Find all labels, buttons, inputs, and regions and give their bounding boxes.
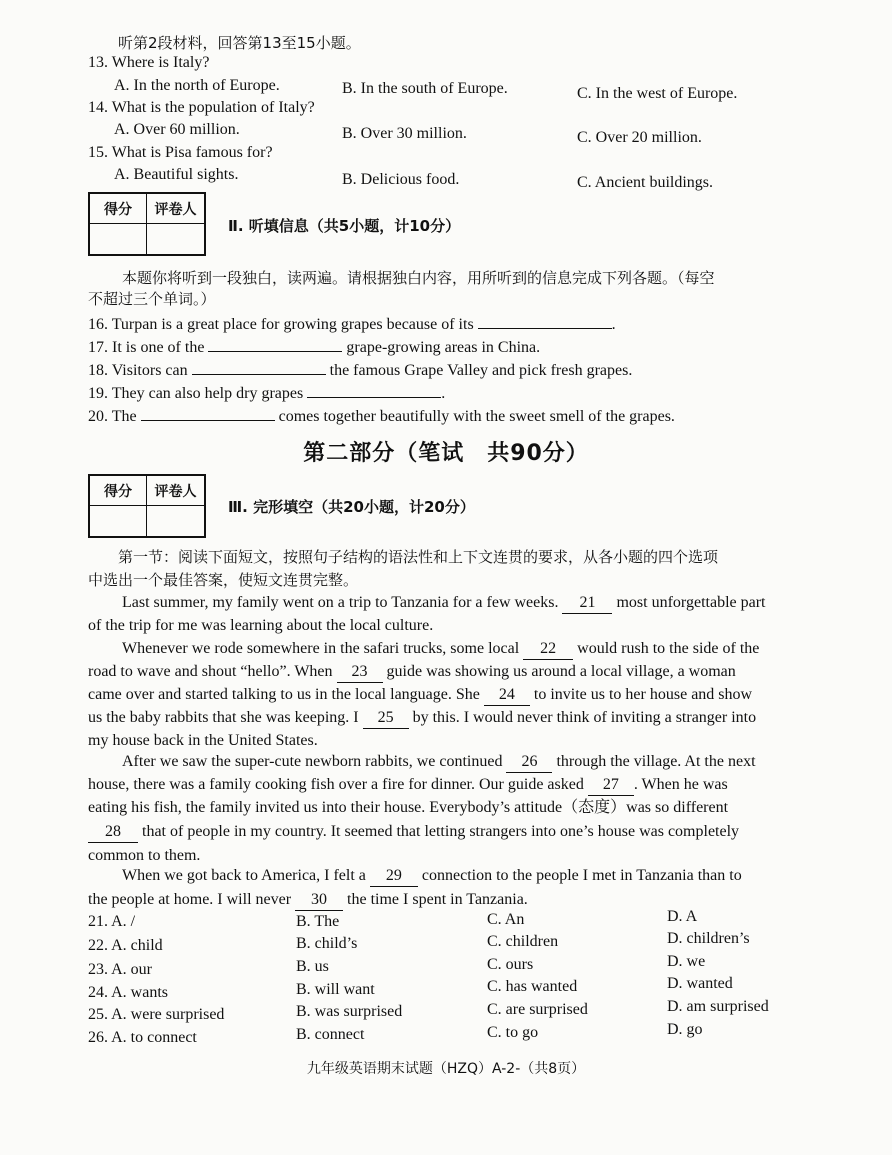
option-22-c[interactable]: C. children bbox=[487, 933, 559, 950]
passage-text: road to wave and shout “hello”. When bbox=[88, 663, 333, 680]
passage-text: guide was showing us around a local village, a woman bbox=[386, 663, 736, 680]
q15-option-a: A. Beautiful sights. bbox=[114, 166, 239, 183]
q15-stem: 15. What is Pisa famous for? bbox=[88, 144, 273, 161]
blank-25[interactable]: 25 bbox=[363, 708, 409, 729]
option-24-a[interactable]: 24. A. wants bbox=[88, 984, 168, 1001]
passage-text: Whenever we rode somewhere in the safari trucks, some local bbox=[122, 640, 520, 657]
grader-cell bbox=[147, 506, 204, 538]
q18-end: the famous Grape Valley and pick fresh grapes. bbox=[329, 362, 633, 379]
q18 bbox=[88, 358, 632, 381]
option-24-c[interactable]: C. has wanted bbox=[487, 978, 578, 995]
passage-line bbox=[122, 593, 765, 614]
option-26-d[interactable]: D. go bbox=[667, 1021, 703, 1038]
option-24-d[interactable]: D. wanted bbox=[667, 975, 733, 992]
q16 bbox=[88, 312, 616, 335]
passage-line bbox=[122, 752, 756, 773]
q14-option-c: C. Over 20 million. bbox=[577, 129, 702, 146]
passage-text: came over and started talking to us in the local language. She bbox=[88, 686, 480, 703]
passage-text: After we saw the super-cute newborn rabbits, we continued bbox=[122, 753, 503, 770]
q16-blank[interactable] bbox=[478, 312, 612, 329]
q14-option-a: A. Over 60 million. bbox=[114, 121, 240, 138]
q16-end: . bbox=[611, 316, 616, 333]
option-23-c[interactable]: C. ours bbox=[487, 956, 534, 973]
option-23-b[interactable]: B. us bbox=[296, 958, 329, 975]
grader-cell bbox=[147, 224, 204, 256]
passage-text: us the baby rabbits that she was keeping. I bbox=[88, 709, 359, 726]
q20-text: 20. The bbox=[88, 408, 137, 425]
option-26-b[interactable]: B. connect bbox=[296, 1026, 365, 1043]
passage-line bbox=[88, 662, 736, 683]
option-25-a[interactable]: 25. A. were surprised bbox=[88, 1006, 225, 1023]
section-3-instruction-cont: 中选出一个最佳答案，使短文连贯完整。 bbox=[88, 571, 359, 589]
q16-text: 16. Turpan is a great place for growing grapes because of its bbox=[88, 316, 474, 333]
blank-23[interactable]: 23 bbox=[337, 662, 383, 683]
passage-line bbox=[88, 685, 752, 706]
q17 bbox=[88, 335, 540, 358]
option-25-b[interactable]: B. was surprised bbox=[296, 1003, 403, 1020]
section-2-title: Ⅱ. 听填信息（共5小题，计10分） bbox=[228, 217, 461, 235]
q18-blank[interactable] bbox=[192, 358, 326, 375]
listening-intro: 听第2段材料，回答第13至15小题。 bbox=[118, 34, 361, 52]
blank-27[interactable]: 27 bbox=[588, 775, 634, 796]
q19 bbox=[88, 381, 445, 404]
blank-26[interactable]: 26 bbox=[506, 752, 552, 773]
passage-line bbox=[88, 890, 528, 911]
passage-line: my house back in the United States. bbox=[88, 732, 318, 749]
option-21-a[interactable]: 21. A. / bbox=[88, 913, 136, 930]
part-two-title: 第二部分（笔试 共90分） bbox=[303, 441, 589, 466]
option-22-d[interactable]: D. children’s bbox=[667, 930, 750, 947]
q20-end: comes together beautifully with the sweet smell of the grapes. bbox=[278, 408, 675, 425]
section-3-instruction: 第一节：阅读下面短文，按照句子结构的语法性和上下文连贯的要求，从各小题的四个选项 bbox=[118, 548, 719, 566]
option-22-b[interactable]: B. child’s bbox=[296, 935, 358, 952]
score-cell bbox=[90, 506, 147, 538]
option-23-d[interactable]: D. we bbox=[667, 953, 706, 970]
q14-option-b: B. Over 30 million. bbox=[342, 125, 467, 142]
option-24-b[interactable]: B. will want bbox=[296, 981, 375, 998]
passage-text: would rush to the side of the bbox=[577, 640, 760, 657]
passage-line bbox=[122, 866, 742, 887]
blank-21[interactable]: 21 bbox=[562, 593, 612, 614]
blank-24[interactable]: 24 bbox=[484, 685, 530, 706]
passage-text: connection to the people I met in Tanzania than to bbox=[421, 867, 742, 884]
passage-text: through the village. At the next bbox=[556, 753, 756, 770]
q15-option-b: B. Delicious food. bbox=[342, 171, 460, 188]
passage-text: . When he was bbox=[633, 776, 728, 793]
score-label: 得分 bbox=[90, 194, 147, 224]
option-26-c[interactable]: C. to go bbox=[487, 1024, 539, 1041]
option-21-c[interactable]: C. An bbox=[487, 911, 525, 928]
option-22-a[interactable]: 22. A. child bbox=[88, 937, 163, 954]
score-label: 得分 bbox=[90, 476, 147, 506]
q18-text: 18. Visitors can bbox=[88, 362, 188, 379]
passage-text: to invite us to her house and show bbox=[533, 686, 753, 703]
q17-blank[interactable] bbox=[208, 335, 342, 352]
option-25-c[interactable]: C. are surprised bbox=[487, 1001, 588, 1018]
q13-option-a: A. In the north of Europe. bbox=[114, 77, 280, 94]
q13-option-c: C. In the west of Europe. bbox=[577, 85, 738, 102]
passage-text: that of people in my country. It seemed that letting strangers into one’s house was completely bbox=[142, 823, 740, 840]
passage-line bbox=[122, 639, 759, 660]
passage-text: the people at home. I will never bbox=[88, 891, 292, 908]
section-3-title: Ⅲ. 完形填空（共20小题，计20分） bbox=[228, 498, 475, 516]
q14-stem: 14. What is the population of Italy? bbox=[88, 99, 315, 116]
q13-option-b: B. In the south of Europe. bbox=[342, 80, 508, 97]
passage-text: house, there was a family cooking fish over a fire for dinner. Our guide asked bbox=[88, 776, 584, 793]
option-23-a[interactable]: 23. A. our bbox=[88, 961, 152, 978]
passage-line: common to them. bbox=[88, 847, 201, 864]
option-21-b[interactable]: B. The bbox=[296, 913, 340, 930]
grader-label: 评卷人 bbox=[147, 194, 204, 224]
passage-line bbox=[88, 822, 739, 843]
passage-text: most unforgettable part bbox=[616, 594, 766, 611]
blank-28[interactable]: 28 bbox=[88, 822, 138, 843]
option-21-d[interactable]: D. A bbox=[667, 908, 698, 925]
q20 bbox=[88, 404, 675, 427]
blank-22[interactable]: 22 bbox=[523, 639, 573, 660]
q13-stem: 13. Where is Italy? bbox=[88, 54, 210, 71]
grader-label: 评卷人 bbox=[147, 476, 204, 506]
passage-line bbox=[88, 708, 756, 729]
score-box-2 bbox=[88, 474, 206, 538]
blank-29[interactable]: 29 bbox=[370, 866, 418, 887]
q19-blank[interactable] bbox=[307, 381, 441, 398]
option-25-d[interactable]: D. am surprised bbox=[667, 998, 769, 1015]
passage-text: by this. I would never think of inviting a stranger into bbox=[412, 709, 757, 726]
section-2-instruction: 本题你将听到一段独白，读两遍。请根据独白内容，用所听到的信息完成下列各题。（每空 bbox=[122, 269, 715, 287]
passage-text: the time I spent in Tanzania. bbox=[347, 891, 528, 908]
q19-end: . bbox=[441, 385, 446, 402]
score-box bbox=[88, 192, 206, 256]
option-26-a[interactable]: 26. A. to connect bbox=[88, 1029, 197, 1046]
q20-blank[interactable] bbox=[141, 404, 275, 421]
passage-text: Last summer, my family went on a trip to Tanzania for a few weeks. bbox=[122, 594, 559, 611]
score-cell bbox=[90, 224, 147, 256]
passage-line bbox=[88, 775, 728, 796]
section-2-instruction-cont: 不超过三个单词。） bbox=[88, 290, 216, 308]
q17-end: grape-growing areas in China. bbox=[346, 339, 541, 356]
passage-line: of the trip for me was learning about the local culture. bbox=[88, 617, 434, 634]
blank-30[interactable]: 30 bbox=[295, 890, 343, 911]
q19-text: 19. They can also help dry grapes bbox=[88, 385, 304, 402]
q15-option-c: C. Ancient buildings. bbox=[577, 174, 713, 191]
page-footer: 九年级英语期末试题（HZQ）A-2-（共8页） bbox=[306, 1061, 586, 1077]
passage-text: When we got back to America, I felt a bbox=[122, 867, 366, 884]
passage-line: eating his fish, the family invited us into their house. Everybody’s attitude（态度）was so different bbox=[88, 799, 729, 816]
q17-text: 17. It is one of the bbox=[88, 339, 205, 356]
